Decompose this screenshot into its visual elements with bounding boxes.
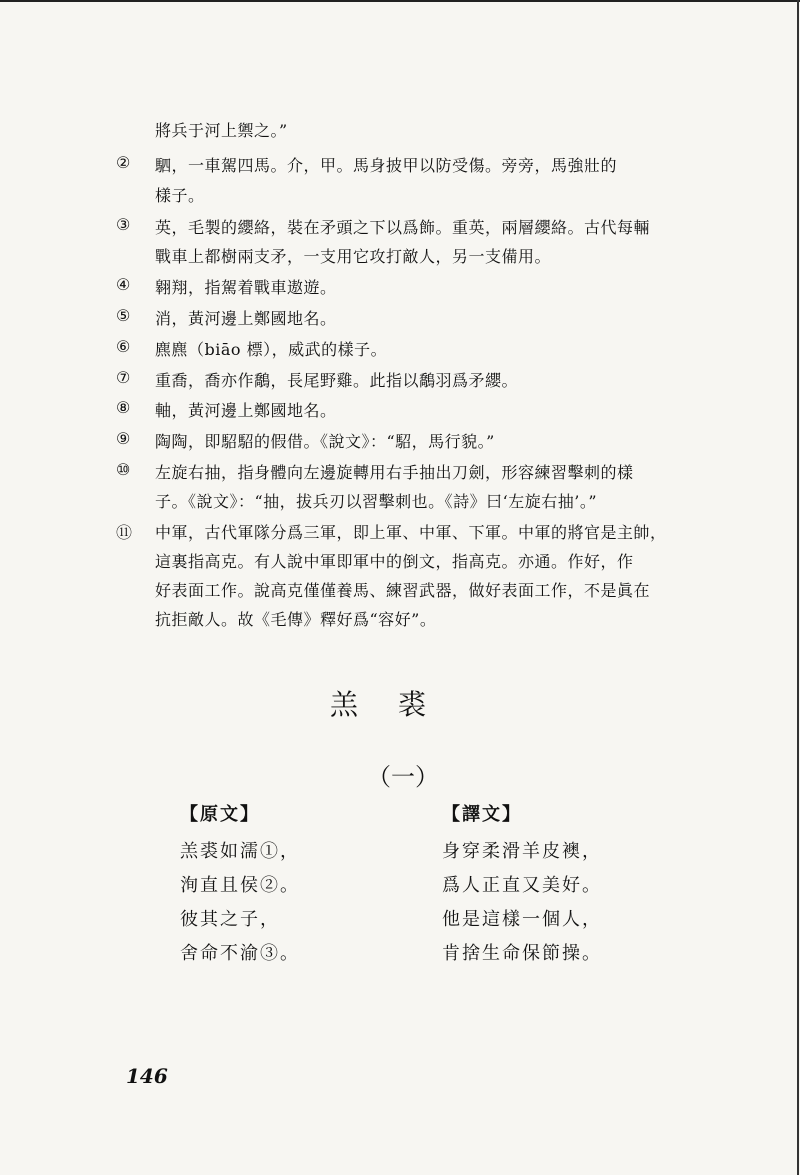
poem-title: 羔裘 xyxy=(330,688,467,721)
top-border xyxy=(0,0,800,2)
note-line: 翱翔，指駕着戰車遨遊。 xyxy=(155,278,337,297)
translation-line: 肯捨生命保節操。 xyxy=(442,943,602,964)
translation-line: 身穿柔滑羊皮襖， xyxy=(442,841,602,862)
note-number: ⑦ xyxy=(116,368,131,387)
note-continuation: 將兵于河上禦之。” xyxy=(155,121,288,140)
page-number: 146 xyxy=(126,1064,168,1088)
note-number: ⑧ xyxy=(116,398,131,417)
note-line: 抗拒敵人。故《毛傳》釋好爲“容好”。 xyxy=(155,610,437,629)
original-line: 羔裘如濡①， xyxy=(180,841,300,862)
note-number: ⑩ xyxy=(116,460,131,479)
note-line: 消，黃河邊上鄭國地名。 xyxy=(155,309,337,328)
note-number: ② xyxy=(116,153,131,172)
note-number: ⑨ xyxy=(116,429,131,448)
note-line: 重喬，喬亦作鷮，長尾野雞。此指以鷮羽爲矛纓。 xyxy=(155,371,519,390)
right-border xyxy=(797,0,799,1175)
translation-line: 他是這樣一個人， xyxy=(442,909,602,930)
note-number: ⑪ xyxy=(116,523,133,542)
original-line: 彼其之子， xyxy=(180,909,280,930)
note-number: ③ xyxy=(116,215,131,234)
original-text-column xyxy=(180,800,300,971)
note-line: 英，毛製的纓絡，裝在矛頭之下以爲飾。重英，兩層纓絡。古代每輛 xyxy=(155,218,651,237)
note-number: ⑤ xyxy=(116,306,131,325)
original-heading: 【原文】 xyxy=(180,804,260,825)
section-number: （一） xyxy=(367,763,439,791)
note-line: 戰車上都樹兩支矛，一支用它攻打敵人，另一支備用。 xyxy=(155,247,552,266)
translation-heading: 【譯文】 xyxy=(442,804,522,825)
translation-line: 爲人正直又美好。 xyxy=(442,875,602,896)
note-line: 好表面工作。說高克僅僅養馬、練習武器，做好表面工作，不是眞在 xyxy=(155,581,651,600)
note-number: ④ xyxy=(116,275,131,294)
note-line: 陶陶，即駋駋的假借。《說文》：“駋，馬行貌。” xyxy=(155,432,495,451)
note-line: 中軍，古代軍隊分爲三軍，即上軍、中軍、下軍。中軍的將官是主帥， xyxy=(155,523,667,542)
note-line: 軸，黃河邊上鄭國地名。 xyxy=(155,401,337,420)
note-line: 麃麃（biāo 標），威武的樣子。 xyxy=(155,340,388,359)
note-line: 這裏指高克。有人說中軍即軍中的倒文，指高克。亦通。作好，作 xyxy=(155,552,634,571)
translation-column xyxy=(442,800,602,971)
original-line: 舍命不渝③。 xyxy=(180,943,300,964)
note-line: 樣子。 xyxy=(155,186,205,205)
note-number: ⑥ xyxy=(116,337,131,356)
note-line: 左旋右抽，指身體向左邊旋轉用右手抽出刀劍，形容練習擊刺的樣 xyxy=(155,463,634,482)
note-line: 子。《說文》：“抽，拔兵刃以習擊刺也。《詩》曰‘左旋右抽’。” xyxy=(155,492,598,511)
original-line: 洵直且侯②。 xyxy=(180,875,300,896)
note-line: 駟，一車駕四馬。介，甲。馬身披甲以防受傷。旁旁，馬強壯的 xyxy=(155,156,618,175)
